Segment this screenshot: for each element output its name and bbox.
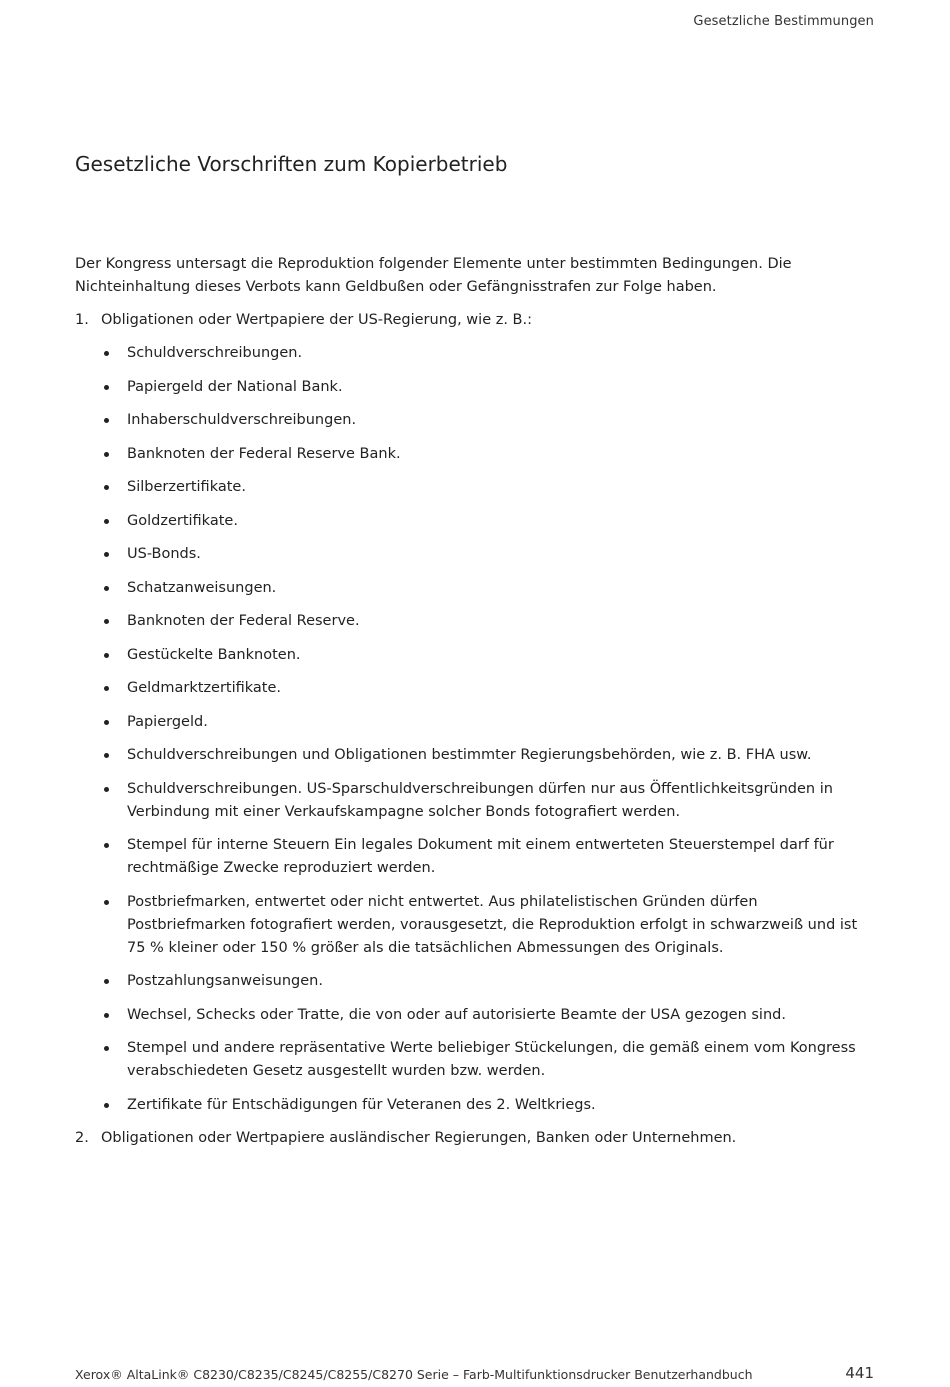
bullet-item: Geldmarktzertifikate.: [101, 677, 875, 700]
bullet-item: Schuldverschreibungen und Obligationen bestimmter Regierungsbehörden, wie z. B. FHA usw.: [101, 744, 875, 767]
page-number: 441: [845, 1364, 874, 1382]
bullet-item: US-Bonds.: [101, 543, 875, 566]
bullet-item: Banknoten der Federal Reserve Bank.: [101, 443, 875, 466]
bullet-item: Papiergeld der National Bank.: [101, 376, 875, 399]
section-title: Gesetzliche Vorschriften zum Kopierbetrieb: [75, 152, 508, 176]
bullet-item: Papiergeld.: [101, 711, 875, 734]
bullet-item: Silberzertifikate.: [101, 476, 875, 499]
bullet-item: Banknoten der Federal Reserve.: [101, 610, 875, 633]
document-body: [75, 253, 875, 1156]
bullet-item: Gestückelte Banknoten.: [101, 644, 875, 667]
bullet-item: Schuldverschreibungen. US-Sparschuldverschreibungen dürfen nur aus Öffentlichkeitsgründen in Verbindung mit einer Verkaufskampagne solcher Bonds fotografiert werden.: [101, 778, 875, 824]
bullet-item: Stempel für interne Steuern Ein legales Dokument mit einem entwerteten Steuerstempel darf für rechtmäßige Zwecke reproduziert werden.: [101, 834, 875, 880]
bullet-item: Postbriefmarken, entwertet oder nicht entwertet. Aus philatelistischen Gründen dürfen Postbriefmarken fotografiert werden, vorausgesetzt, die Reproduktion erfolgt in schwarzweiß und ist 75 % kleiner oder 150 % größer als die tatsächlichen Abmessungen des Originals.: [101, 891, 875, 960]
bullet-item: Stempel und andere repräsentative Werte beliebiger Stückelungen, die gemäß einem vom Kongress verabschiedeten Gesetz ausgestellt wurden bzw. werden.: [101, 1037, 875, 1083]
item-number: 1.: [75, 312, 89, 328]
numbered-item: [75, 309, 875, 1117]
item-number: 2.: [75, 1130, 89, 1146]
bullet-item: Wechsel, Schecks oder Tratte, die von oder auf autorisierte Beamte der USA gezogen sind.: [101, 1004, 875, 1027]
bullet-item: Schatzanweisungen.: [101, 577, 875, 600]
bullet-item: Postzahlungsanweisungen.: [101, 970, 875, 993]
bullet-item: Zertifikate für Entschädigungen für Veteranen des 2. Weltkriegs.: [101, 1094, 875, 1117]
footer-title: Xerox® AltaLink® C8230/C8235/C8245/C8255/C8270 Serie – Farb-Multifunktionsdrucker Benutzerhandbuch: [75, 1367, 753, 1382]
running-header: Gesetzliche Bestimmungen: [693, 14, 874, 29]
bullet-item: Schuldverschreibungen.: [101, 342, 875, 365]
intro-paragraph: Der Kongress untersagt die Reproduktion folgender Elemente unter bestimmten Bedingungen. Die Nichteinhaltung dieses Verbots kann Geldbußen oder Gefängnisstrafen zur Folge haben.: [75, 256, 792, 295]
numbered-item: [75, 1127, 875, 1150]
bullet-item: Goldzertifikate.: [101, 510, 875, 533]
bullet-item: Inhaberschuldverschreibungen.: [101, 409, 875, 432]
numbered-list: [75, 309, 875, 1150]
item-text: Obligationen oder Wertpapiere ausländischer Regierungen, Banken oder Unternehmen.: [101, 1130, 737, 1146]
bullet-list: [101, 342, 875, 1117]
item-text: Obligationen oder Wertpapiere der US-Regierung, wie z. B.:: [101, 312, 532, 328]
